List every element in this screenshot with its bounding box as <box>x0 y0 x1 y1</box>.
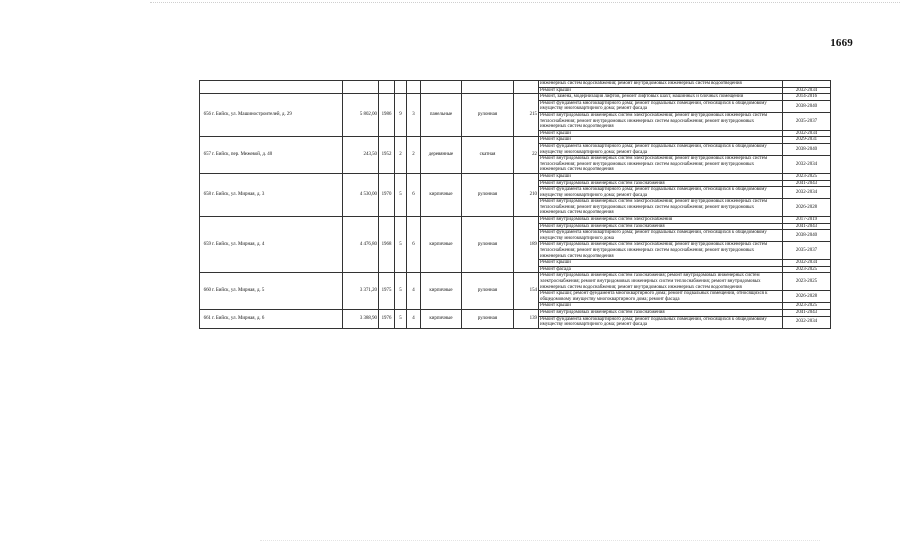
work-type-cell: Ремонт, замена, модернизация лифтов, ремонт лифтовых шахт, машинных и блочных помещений <box>539 94 783 101</box>
period-cell: 2032-2034 <box>783 260 831 267</box>
roof-type-cell: рулонная <box>462 173 514 216</box>
period-cell: 2032-2034 <box>783 130 831 137</box>
table-row <box>200 217 831 224</box>
address-text: г. Бийск, ул. Мирная, д. 3 <box>212 192 265 198</box>
wall-material-cell: кирпичные <box>421 217 462 273</box>
period-cell: 2023-2025 <box>783 303 831 310</box>
table-row <box>200 309 831 316</box>
roof-type-cell: скатная <box>462 137 514 174</box>
table-row <box>200 173 831 180</box>
floors-cell: 5 <box>395 173 407 216</box>
residents-cell: 22 <box>514 137 539 174</box>
period-cell: 2023-2025 <box>783 273 831 291</box>
period-cell: 2029-2031 <box>783 137 831 144</box>
wall-material-cell: кирпичные <box>421 273 462 310</box>
work-type-cell: Ремонт внутридомовых инженерных систем газоснабжения <box>539 223 783 230</box>
period-cell: 2035-2037 <box>783 242 831 260</box>
work-type-cell: Ремонт фундамента многоквартирного дома; ремонт подвальных помещений, относящихся к общедомовому имуществу многоквартирного дома; ремонт фасада <box>539 316 783 328</box>
work-type-cell: Ремонт крыши <box>539 260 783 267</box>
table-row <box>200 137 831 144</box>
address-text: г. Бийск, ул. Мирная, д. 5 <box>212 288 265 294</box>
work-type-cell: Ремонт крыши <box>539 130 783 137</box>
entrances-cell: 6 <box>407 173 421 216</box>
residents-cell: 210 <box>514 173 539 216</box>
work-type-cell: Ремонт фундамента многоквартирного дома; ремонт подвальных помещений, относящихся к общедомовому имуществу многоквартирного дома; ремонт фасада <box>539 187 783 199</box>
floors-cell: 5 <box>395 217 407 273</box>
address-cell <box>200 309 343 328</box>
scan-artifact-line <box>150 2 900 3</box>
period-cell: 2032-2034 <box>783 316 831 328</box>
row-number: 656 <box>203 112 211 118</box>
row-number: 657 <box>203 152 211 158</box>
entrances-cell: 3 <box>407 94 421 137</box>
row-number: 661 <box>203 316 211 322</box>
table-row <box>200 273 831 291</box>
floors-cell: 5 <box>395 273 407 310</box>
period-cell: 2035-2037 <box>783 112 831 130</box>
row-number: 659 <box>203 241 211 247</box>
period-cell: 2023-2025 <box>783 266 831 273</box>
area-cell: 4 476,80 <box>343 217 379 273</box>
residents-cell: 189 <box>514 217 539 273</box>
area-cell: 3 371,20 <box>343 273 379 310</box>
period-cell: 2038-2040 <box>783 230 831 242</box>
period-cell: 2026-2028 <box>783 199 831 217</box>
work-type-cell: Ремонт внутридомовых инженерных систем газоснабжения <box>539 180 783 187</box>
year-cell: 1986 <box>379 94 395 137</box>
period-cell: 2038-2040 <box>783 143 831 155</box>
page-number: 1669 <box>830 37 853 49</box>
floors-cell: 2 <box>395 137 407 174</box>
entrances-cell: 6 <box>407 217 421 273</box>
address-text: г. Бийск, ул. Мирная, д. 4 <box>212 241 265 247</box>
work-type-cell: Ремонт крыши <box>539 173 783 180</box>
address-cell <box>200 173 343 216</box>
wall-material-cell: деревянные <box>421 137 462 174</box>
work-type-cell: Ремонт внутридомовых инженерных систем газоснабжения <box>539 309 783 316</box>
residents-cell: 215 <box>514 94 539 137</box>
address-text: г. Бийск, ул. Мирная, д. 6 <box>212 316 265 322</box>
period-cell: 2017-2019 <box>783 217 831 224</box>
area-cell: 243,50 <box>343 137 379 174</box>
year-cell: 1976 <box>379 309 395 328</box>
year-cell: 1975 <box>379 273 395 310</box>
entrances-cell: 2 <box>407 137 421 174</box>
work-type-cell: Ремонт внутридомовых инженерных систем электроснабжения; ремонт внутридомовых инженерных систем теплоснабжения; ремонт внутридомовых инженерных систем водоснабжения; ремонт внутридомовых инженерных систем водоотведения <box>539 199 783 217</box>
work-type-cell: Ремонт внутридомовых инженерных систем электроснабжения; ремонт внутридомовых инженерных систем теплоснабжения; ремонт внутридомовых инженерных систем водоснабжения; ремонт внутридомовых инженерных систем водоотведения <box>539 242 783 260</box>
area-cell: 4 530,00 <box>343 173 379 216</box>
address-cell <box>200 273 343 310</box>
year-cell: 1970 <box>379 173 395 216</box>
residents-cell: 154 <box>514 273 539 310</box>
area-cell: 3 388,90 <box>343 309 379 328</box>
continuation-row <box>200 81 831 88</box>
period-cell <box>783 81 831 88</box>
work-type-cell: Ремонт внутридомовых инженерных систем электроснабжения; ремонт внутридомовых инженерных систем теплоснабжения; ремонт внутридомовых инженерных систем водоснабжения; ремонт внутридомовых инженерных систем водоотведения <box>539 156 783 174</box>
work-type-cell: Ремонт фундамента многоквартирного дома; ремонт подвальных помещений, относящихся к общедомовому имуществу многоквартирного дома <box>539 230 783 242</box>
wall-material-cell: панельные <box>421 94 462 137</box>
address-cell <box>200 94 343 137</box>
work-type-cell: Ремонт крыши; ремонт фундамента многоквартирного дома; ремонт подвальных помещений, относящихся к общедомовому имуществу многоквартирного дома; ремонт фасада <box>539 291 783 303</box>
work-type-cell: Ремонт крыши <box>539 137 783 144</box>
address-cell <box>200 217 343 273</box>
year-cell: 1952 <box>379 137 395 174</box>
year-cell: 1968 <box>379 217 395 273</box>
capital-repair-table <box>199 80 831 329</box>
residents-cell: 139 <box>514 309 539 328</box>
entrances-cell: 4 <box>407 309 421 328</box>
work-type-cell: Ремонт крыши <box>539 87 783 94</box>
roof-type-cell: рулонная <box>462 94 514 137</box>
work-type-cell: Ремонт фасада <box>539 266 783 273</box>
work-type-cell: Ремонт фундамента многоквартирного дома; ремонт подвальных помещений, относящихся к общедомовому имуществу многоквартирного дома; ремонт фасада <box>539 100 783 112</box>
wall-material-cell: кирпичные <box>421 309 462 328</box>
work-type-cell: Ремонт внутридомовых инженерных систем электроснабжения; ремонт внутридомовых инженерных систем теплоснабжения; ремонт внутридомовых инженерных систем водоснабжения; ремонт внутридомовых инженерных систем водоотведения <box>539 112 783 130</box>
period-cell: 2014-2016 <box>783 94 831 101</box>
work-type-cell: Ремонт внутридомовых инженерных систем электроснабжения <box>539 217 783 224</box>
period-cell: 2038-2040 <box>783 100 831 112</box>
area-cell: 5 802,00 <box>343 94 379 137</box>
table-row <box>200 94 831 101</box>
address-cell <box>200 137 343 174</box>
roof-type-cell: рулонная <box>462 309 514 328</box>
period-cell: 2023-2025 <box>783 173 831 180</box>
period-cell: 2041-2043 <box>783 180 831 187</box>
entrances-cell: 4 <box>407 273 421 310</box>
roof-type-cell: рулонная <box>462 217 514 273</box>
work-type-cell: Ремонт крыши <box>539 303 783 310</box>
address-text: г. Бийск, ул. Машиностроителей, д. 29 <box>212 112 292 118</box>
floors-cell: 5 <box>395 309 407 328</box>
work-type-cell: инженерных систем водоснабжения; ремонт внутридомовых инженерных систем водоотведения <box>539 81 783 88</box>
row-number: 658 <box>203 192 211 198</box>
scan-artifact-line <box>260 540 820 541</box>
period-cell: 2041-2043 <box>783 223 831 230</box>
period-cell: 2032-2034 <box>783 187 831 199</box>
wall-material-cell: кирпичные <box>421 173 462 216</box>
roof-type-cell: рулонная <box>462 273 514 310</box>
period-cell: 2032-2034 <box>783 87 831 94</box>
floors-cell: 9 <box>395 94 407 137</box>
row-number: 660 <box>203 288 211 294</box>
period-cell: 2026-2028 <box>783 291 831 303</box>
address-text: г. Бийск, пер. Межевой, д. 40 <box>212 152 273 158</box>
work-type-cell: Ремонт фундамента многоквартирного дома; ремонт подвальных помещений, относящихся к общедомовому имуществу многоквартирного дома; ремонт фасада <box>539 143 783 155</box>
period-cell: 2041-2043 <box>783 309 831 316</box>
period-cell: 2032-2034 <box>783 156 831 174</box>
work-type-cell: Ремонт внутридомовых инженерных систем газоснабжения; ремонт внутридомовых инженерных систем электроснабжения; ремонт внутридомовых инженерных систем теплоснабжения; ремонт внутридомовых инженерных систем водоснабжения; ремонт внутридомовых инженерных систем водоотведения <box>539 273 783 291</box>
